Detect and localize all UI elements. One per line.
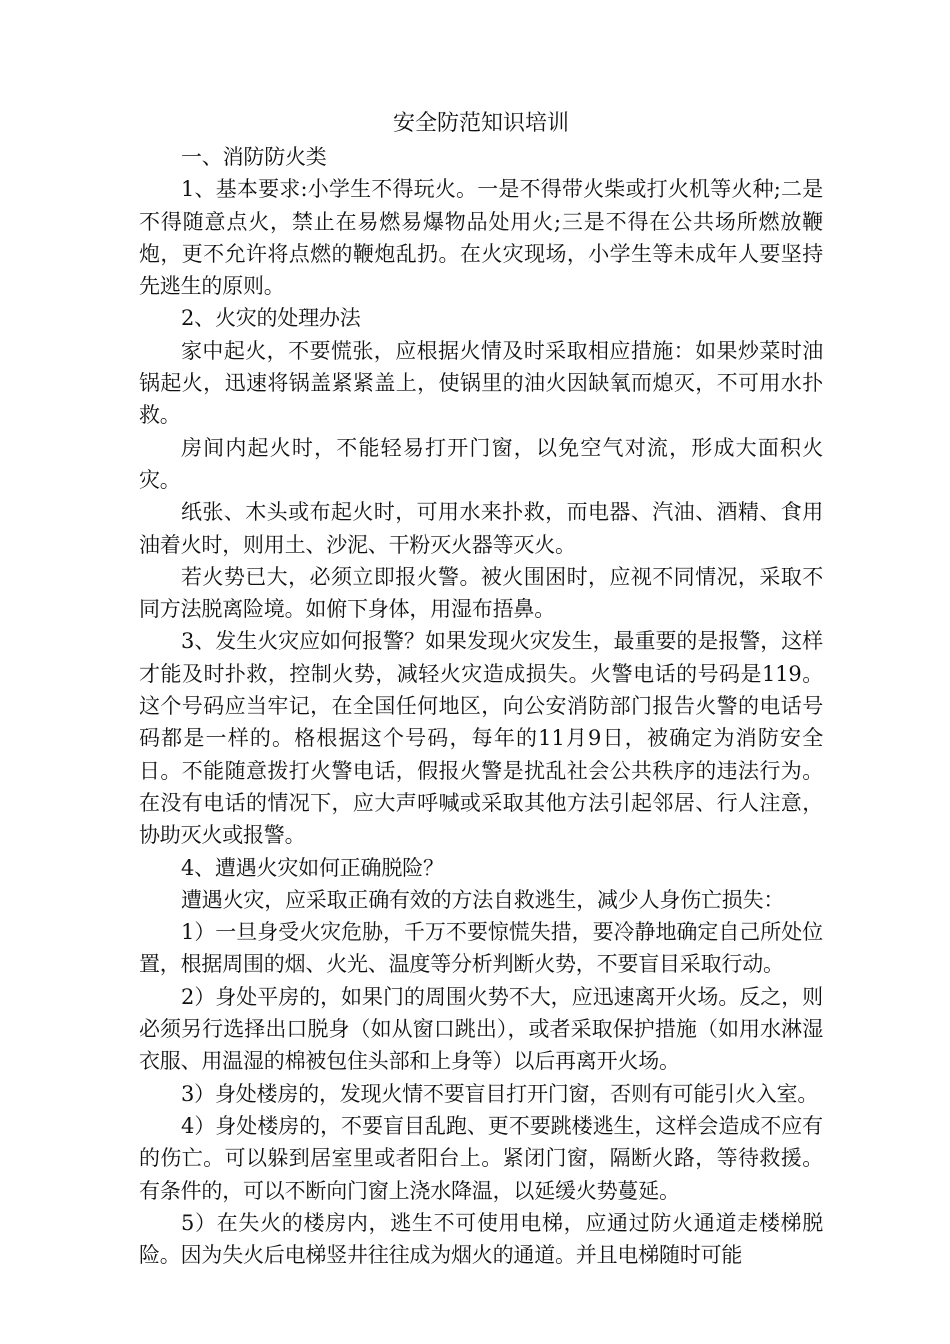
paragraph-escape-intro: 遭遇火灾，应采取正确有效的方法自救逃生，减少人身伤亡损失： — [181, 887, 785, 912]
paragraph-fire-alarm: 3、发生火灾应如何报警？如果发现火灾发生，最重要的是报警，这样才能及时扑救，控制火势，减轻火灾造成损失。火警电话的号码是119。这个号码应当牢记，在全国任何地区，向公安消防部门报告火警的电话号码都是一样的。格根据这个号码，每年的11月9日，被确定为消防安全日。不能随意拨打火警电话，假报火警是扰乱社会公共秩序的违法行为。在没有电话的情况下，应大声呼喊或采取其他方法引起邻居、行人注意，协助灭火或报警。 — [139, 629, 823, 848]
paragraph-large-fire: 若火势已大，必须立即报火警。被火围困时，应视不同情况，采取不同方法脱离险境。如俯下身体，用湿布捂鼻。 — [139, 564, 823, 622]
paragraph-material-fire: 纸张、木头或布起火时，可用水来扑救，而电器、汽油、酒精、食用油着火时，则用土、沙泥、干粉灭火器等灭火。 — [139, 500, 823, 557]
paragraph-basic-requirements: 1、基本要求:小学生不得玩火。一是不得带火柴或打火机等火种;二是不得随意点火，禁止在易燃易爆物品处用火;三是不得在公共场所燃放鞭炮，更不允许将点燃的鞭炮乱扔。在火灾现场，小学生等未成年人要坚持先逃生的原则。 — [139, 177, 823, 299]
list-item-escape-3: 3）身处楼房的，发现火情不要盲目打开门窗，否则有可能引火入室。 — [181, 1081, 819, 1106]
section-heading-fire-safety: 一、消防防火类 — [181, 145, 327, 169]
subheading-fire-handling: 2、火灾的处理办法 — [181, 306, 361, 331]
list-item-escape-5: 5）在失火的楼房内，逃生不可使用电梯，应通过防火通道走楼梯脱险。因为失火后电梯竖井往往成为烟火的通道。并且电梯随时可能 — [139, 1210, 823, 1268]
document-body — [139, 107, 823, 1271]
document-title: 安全防范知识培训 — [392, 111, 569, 136]
subheading-escape: 4、遭遇火灾如何正确脱险？ — [181, 855, 444, 880]
list-item-escape-4: 4）身处楼房的，不要盲目乱跑、更不要跳楼逃生，这样会造成不应有的伤亡。可以躲到居室里或者阳台上。紧闭门窗，隔断火路，等待救援。有条件的，可以不断向门窗上浇水降温，以延缓火势蔓延。 — [139, 1113, 823, 1203]
list-item-escape-2: 2）身处平房的，如果门的周围火势不大，应迅速离开火场。反之，则必须另行选择出口脱身（如从窗口跳出），或者采取保护措施（如用水淋湿衣服、用温湿的棉被包住头部和上身等）以后再离开火场。 — [139, 984, 823, 1074]
paragraph-home-fire: 家中起火，不要慌张，应根据火情及时采取相应措施：如果炒菜时油锅起火，迅速将锅盖紧紧盖上，使锅里的油火因缺氧而熄灭，不可用水扑救。 — [139, 338, 823, 428]
list-item-escape-1: 1）一旦身受火灾危胁，千万不要惊慌失措，要冷静地确定自己所处位置，根据周围的烟、火光、温度等分析判断火势，不要盲目采取行动。 — [139, 920, 823, 977]
paragraph-room-fire: 房间内起火时，不能轻易打开门窗，以免空气对流，形成大面积火灾。 — [139, 435, 823, 492]
